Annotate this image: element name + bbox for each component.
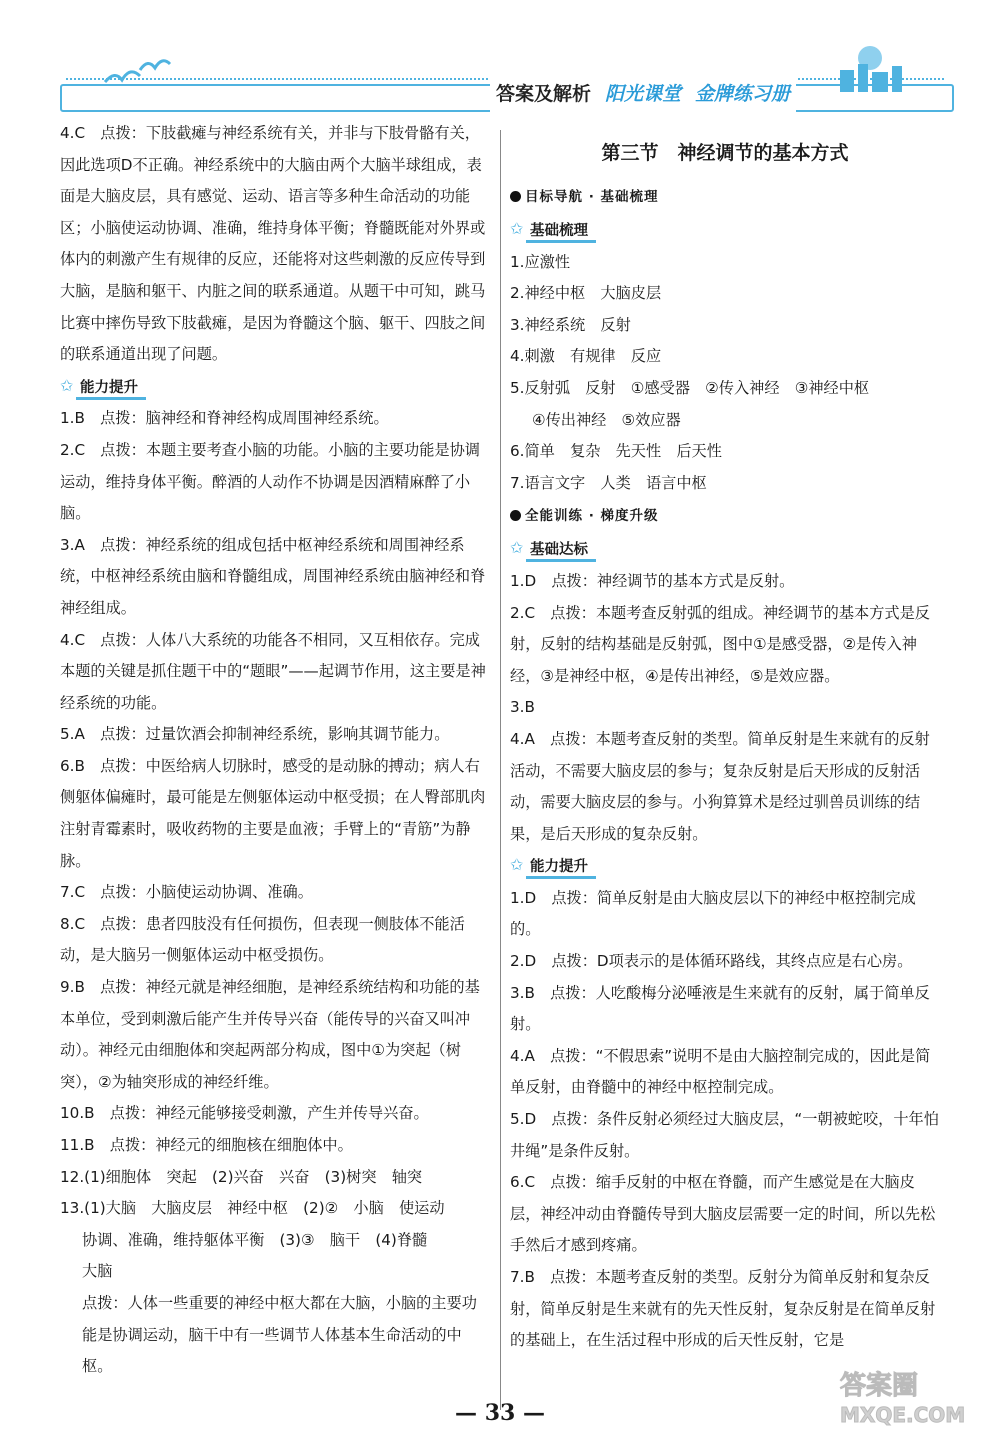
answer-item: 3.A 点拨：神经系统的组成包括中枢神经系统和周围神经系统，中枢神经系统由脑和脊髓组成，周围神经系统由脑神经和脊神经组成。 <box>60 535 486 617</box>
star-icon: ✩ <box>510 538 524 558</box>
nav-training-label: 全能训练 · 梯度升级 <box>525 508 659 525</box>
answer-13-explanation: 点拨：人体一些重要的神经中枢大都在大脑，小脑的主要功能是协调运动，脑干中有一些调节人体基本生命活动的中枢。 <box>82 1293 477 1376</box>
answer-item: 3.B 点拨：人吃酸梅分泌唾液是生来就有的反射，属于简单反射。 <box>510 983 930 1034</box>
star-icon: ✩ <box>510 219 524 238</box>
header-title-answers: 答案及解析 <box>496 83 592 105</box>
left-column <box>60 118 490 1383</box>
answer-4c-line1: 4.C 点拨：下肢截瘫与神经系统有关，并非与下肢骨骼有 <box>60 124 450 142</box>
svg-text:MXQE.COM: MXQE.COM <box>840 1403 966 1427</box>
svg-text:答案圈: 答案圈 <box>840 1371 919 1401</box>
badge-ability-right <box>510 856 596 878</box>
answer-4c-rest: 关，因此选项D不正确。神经系统中的大脑由两个大脑半球组成，表面是大脑皮层，具有感觉、运动、语言等多种生命活动的功能区；小脑使运动协调、准确，维持身体平衡；脊髓既能对外界或体内的刺激产生有规律的反应，还能将对这些刺激的反应传导到大脑，是脑和躯干、内脏之间的联系通道。从题干中可知，跳马比赛中摔伤导致下肢截瘫，是因为脊髓这个脑、躯干、四肢之间的联系通道出现了问题。 <box>60 124 486 364</box>
answer-item: 4.A 点拨：“不假思索”说明不是由大脑控制完成的，因此是简单反射，由脊髓中的神经中枢控制完成。 <box>510 1046 931 1097</box>
badge-ability-right-label: 能力提升 <box>530 859 588 876</box>
star-icon: ✩ <box>510 855 524 875</box>
answer-item: 7.B 点拨：本题考查反射的类型。反射分为简单反射和复杂反射，简单反射是生来就有的先天性反射，复杂反射是在简单反射的基础上，在生活过程中形成的后天性反射，它是 <box>510 1268 936 1350</box>
section-title: 第三节 神经调节的基本方式 <box>601 142 849 164</box>
answer-item: 11.B 点拨：神经元的细胞核在细胞体中。 <box>60 1136 353 1154</box>
badge-ability-left <box>60 377 146 399</box>
header-title-series: 阳光课堂 <box>605 83 682 105</box>
answer-item: 8.C 点拨：患者四肢没有任何损伤，但表现一侧肢体不能活动，是大脑另一侧躯体运动中枢受损伤。 <box>60 914 465 965</box>
page-header <box>60 70 950 120</box>
city-skyline-icon <box>830 36 950 96</box>
review-item-cont: ④传出神经 ⑤效应器 <box>532 410 681 429</box>
review-item: 3.神经系统 反射 <box>510 315 631 334</box>
page-number: — 33 — <box>455 1400 545 1426</box>
bullet-icon <box>510 191 521 202</box>
badge-basic-review-label: 基础梳理 <box>530 223 588 239</box>
answer-13-line1: 13.(1)大脑 大脑皮层 神经中枢 (2)② 小脑 使运动 <box>60 1199 445 1218</box>
answer-item: 9.B 点拨：神经元就是神经细胞，是神经系统结构和功能的基本单位，受到刺激后能产生并传导兴奋（能传导的兴奋又叫冲动）。神经元由细胞体和突起两部分构成，图中①为突起（树突），②为轴突形成的神经纤维。 <box>60 978 480 1091</box>
nav-goal <box>510 180 940 214</box>
answer-item: 5.A 点拨：过量饮酒会抑制神经系统，影响其调节能力。 <box>60 725 450 744</box>
bullet-icon <box>510 510 521 521</box>
nav-training <box>510 499 940 533</box>
badge-basic-target-label: 基础达标 <box>530 542 588 559</box>
review-item: 1.应激性 <box>510 252 571 271</box>
answer-item: 4.C 点拨：人体八大系统的功能各不相同，又互相依存。完成本题的关键是抓住题干中的“题眼”——起调节作用，这主要是神经系统的功能。 <box>60 630 486 712</box>
header-title <box>490 76 796 112</box>
right-column <box>510 118 940 1357</box>
nav-goal-label: 目标导航 · 基础梳理 <box>525 189 659 205</box>
review-item: 4.刺激 有规律 反应 <box>510 347 662 366</box>
answer-13-line3: 大脑 <box>82 1262 113 1281</box>
review-item: 7.语言文字 人类 语言中枢 <box>510 473 707 492</box>
header-title-book: 金牌练习册 <box>695 83 791 105</box>
badge-ability-left-label: 能力提升 <box>80 379 138 396</box>
answer-item: 1.D 点拨：简单反射是由大脑皮层以下的神经中枢控制完成的。 <box>510 888 916 939</box>
answer-13-line2: 协调、准确，维持躯体平衡 (3)③ 脑干 (4)脊髓 <box>82 1230 428 1249</box>
watermark-logo <box>830 1360 990 1430</box>
answer-item: 4.A 点拨：本题考查反射的类型。简单反射是生来就有的反射活动，不需要大脑皮层的参与；复杂反射是后天形成的反射活动，需要大脑皮层的参与。小狗算算术是经过驯兽员训练的结果，是后天形成的复杂反射。 <box>510 729 930 843</box>
answer-item: 1.B 点拨：脑神经和脊神经构成周围神经系统。 <box>60 409 389 428</box>
star-icon: ✩ <box>60 375 74 395</box>
answer-item: 6.C 点拨：缩手反射的中枢在脊髓，而产生感觉是在大脑皮层，神经冲动由脊髓传导到大脑皮层需要一定的时间，所以先松手然后才感到疼痛。 <box>510 1173 936 1255</box>
badge-basic-review <box>510 220 596 242</box>
review-item: 2.神经中枢 大脑皮层 <box>510 284 662 303</box>
answer-item: 10.B 点拨：神经元能够接受刺激，产生并传导兴奋。 <box>60 1104 429 1123</box>
answer-item: 12.(1)细胞体 突起 (2)兴奋 兴奋 (3)树突 轴突 <box>60 1167 423 1186</box>
review-item: 5.反射弧 反射 ①感受器 ②传入神经 ③神经中枢 <box>510 378 870 397</box>
answer-item: 5.D 点拨：条件反射必须经过大脑皮层，“一朝被蛇咬，十年怕井绳”是条件反射。 <box>510 1110 939 1160</box>
answer-item: 3.B <box>510 698 535 717</box>
answer-item: 6.B 点拨：中医给病人切脉时，感受的是动脉的搏动；病人右侧躯体偏瘫时，最可能是左侧躯体运动中枢受损；在人臀部肌肉注射青霉素时，吸收药物的主要是血液；手臂上的“青筋”为静脉。 <box>60 756 486 870</box>
answer-item: 2.D 点拨：D项表示的是体循环路线，其终点应是右心房。 <box>510 952 913 971</box>
badge-basic-target <box>510 539 596 561</box>
review-item: 6.简单 复杂 先天性 后天性 <box>510 442 722 461</box>
column-divider <box>500 130 501 1410</box>
answer-item: 2.C 点拨：本题考查反射弧的组成。神经调节的基本方式是反射，反射的结构基础是反射弧，图中①是感受器，②是传入神经，③是神经中枢，④是传出神经，⑤是效应器。 <box>510 603 930 685</box>
answer-item: 7.C 点拨：小脑使运动协调、准确。 <box>60 883 313 902</box>
birds-icon <box>100 52 180 92</box>
answer-4c <box>60 118 490 371</box>
answer-item: 1.D 点拨：神经调节的基本方式是反射。 <box>510 571 795 590</box>
answer-item: 2.C 点拨：本题主要考查小脑的功能。小脑的主要功能是协调运动，维持身体平衡。醉酒的人动作不协调是因酒精麻醉了小脑。 <box>60 440 480 523</box>
